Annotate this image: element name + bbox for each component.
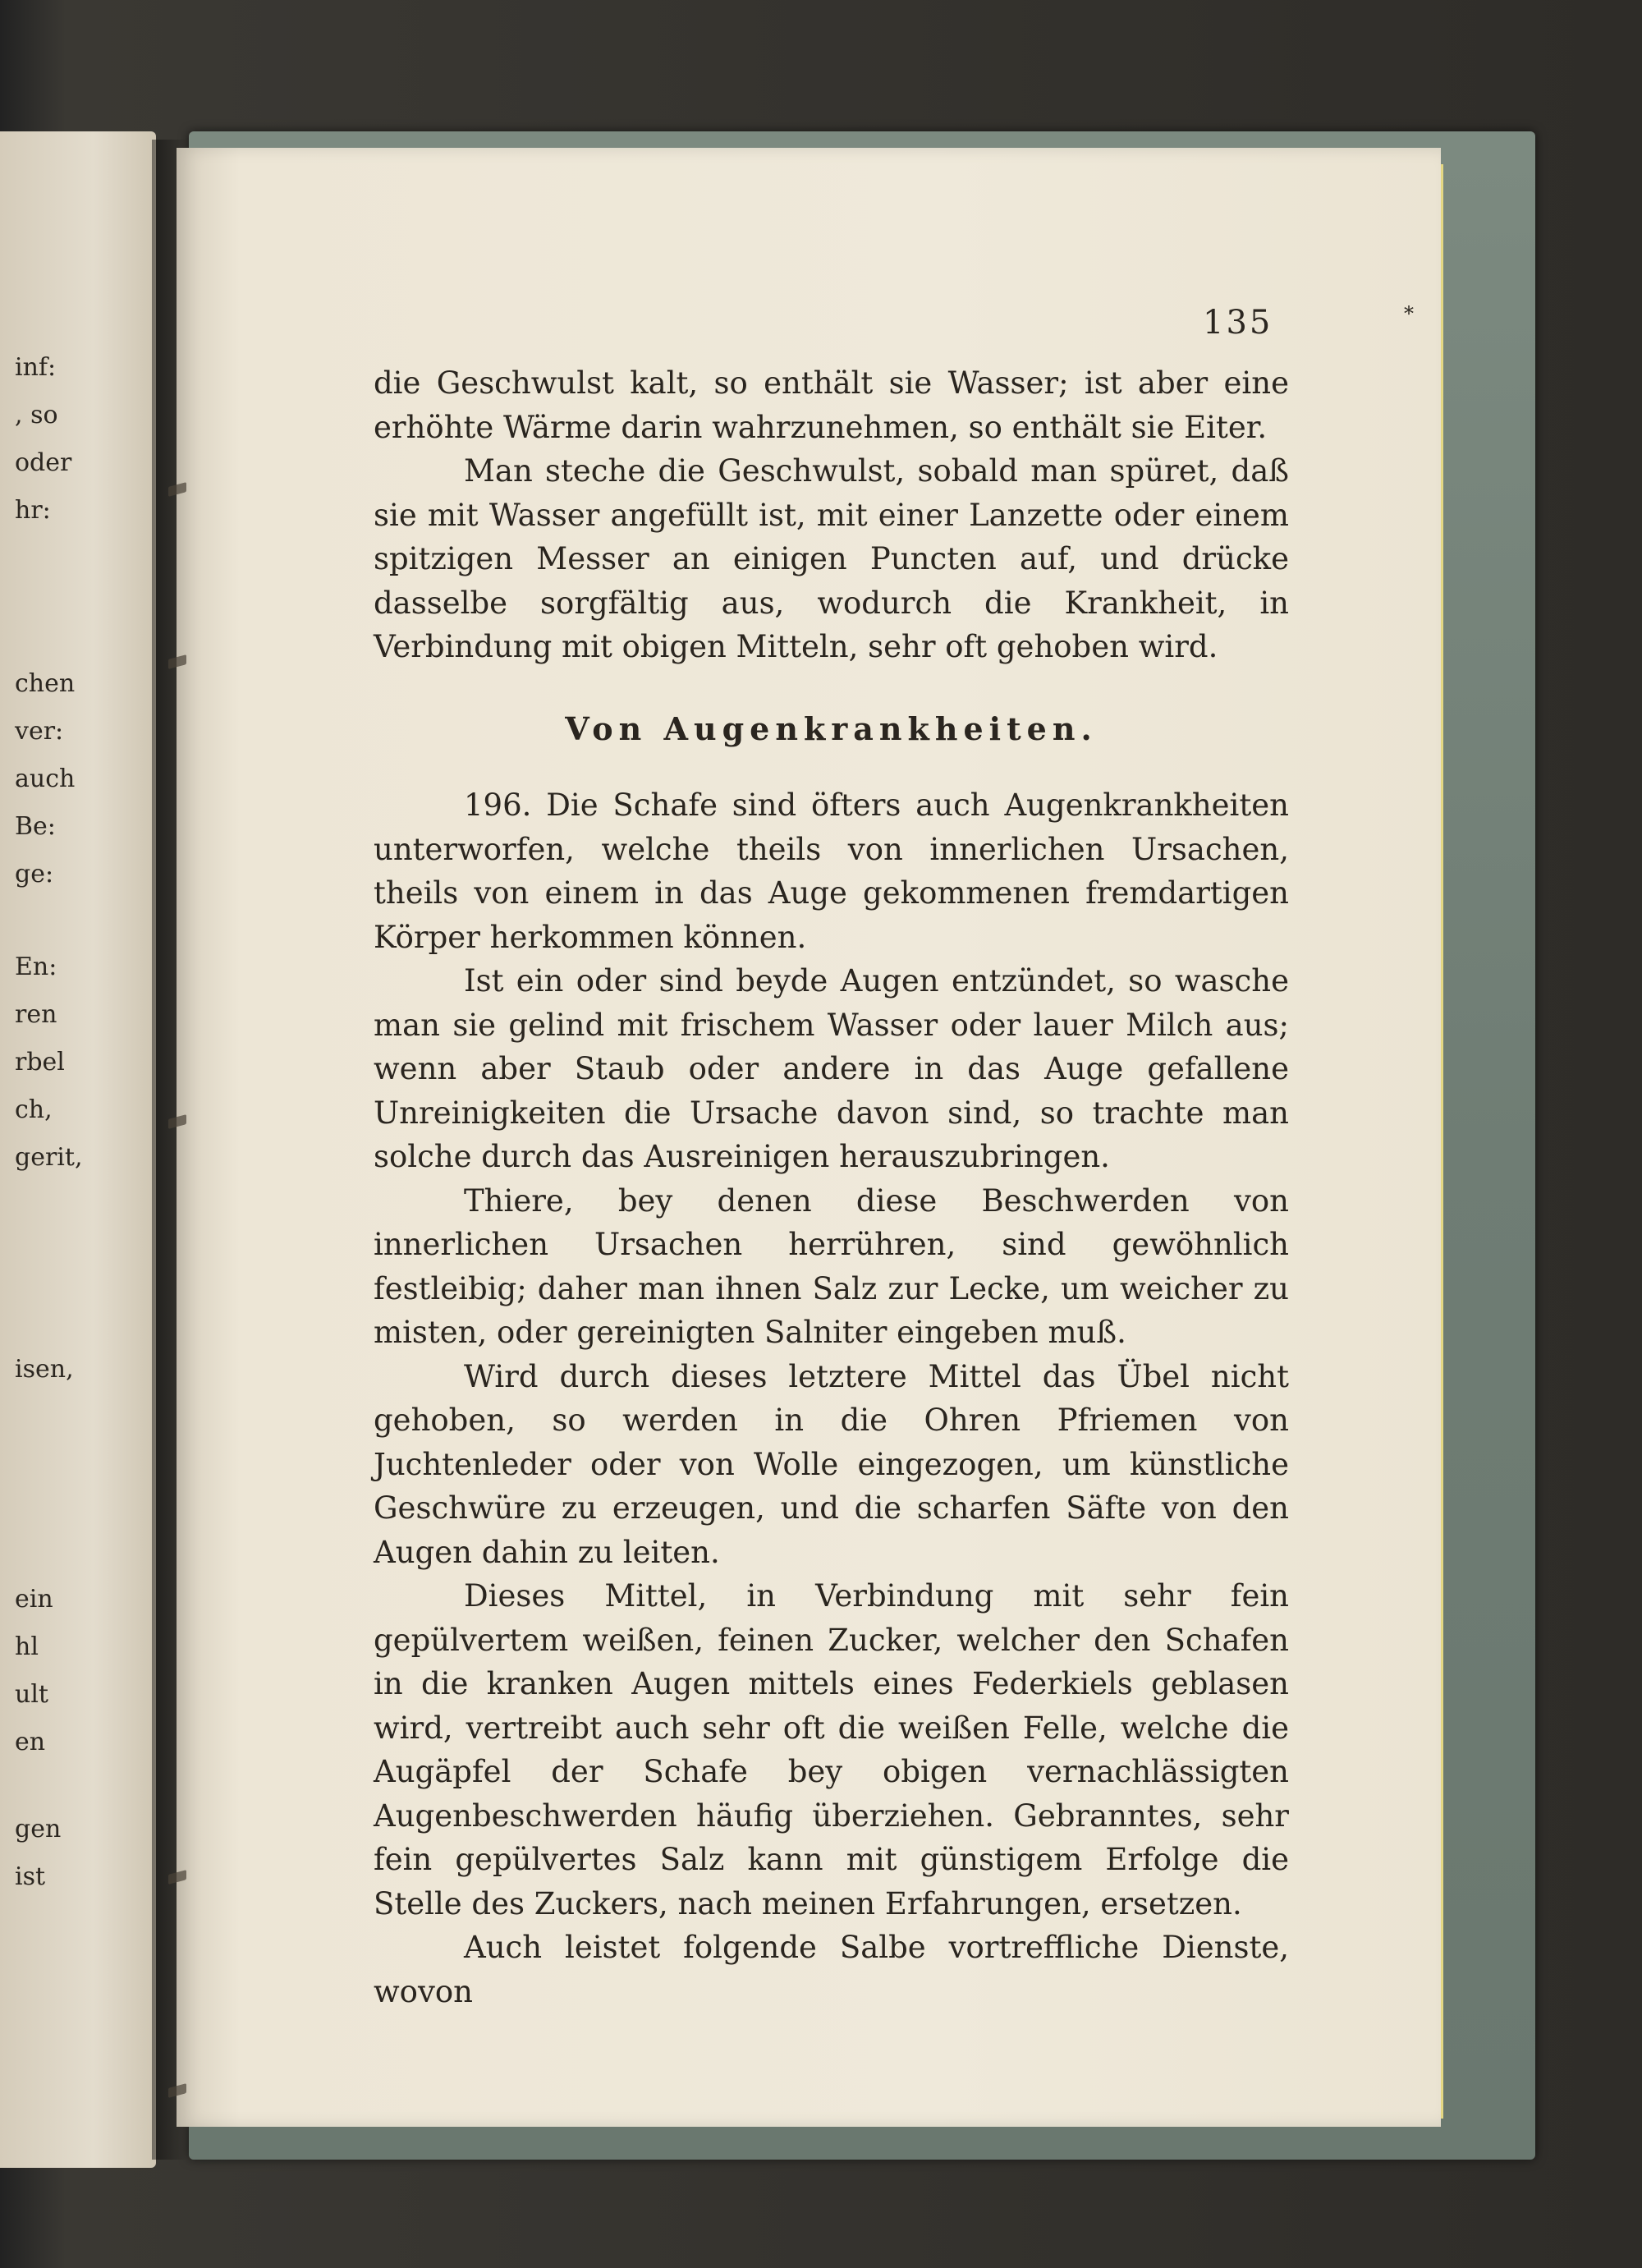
paragraph: Man steche die Geschwulst, sobald man spüret, daß sie mit Wasser angefüllt ist, mit einer Lanzette oder einem spitzigen Messer an einigen Puncten auf, und drücke dasselbe sorgfältig aus, wodurch die Krankheit, in Verbindung mit obigen Mitteln, sehr oft gehoben wird. [374, 453, 1289, 664]
left-page-fragment: gen [15, 1815, 62, 1843]
left-page-fragment: auch [15, 764, 76, 793]
left-page-fragment: isen, [15, 1355, 74, 1384]
left-page-fragment: chen [15, 669, 76, 698]
page-number: 135 [1203, 304, 1273, 342]
left-page-fragment: ren [15, 1000, 57, 1029]
left-page-fragment: ult [15, 1680, 48, 1709]
left-page-fragment: inf: [15, 353, 57, 382]
left-page-fragment: ist [15, 1862, 46, 1891]
paragraph: die Geschwulst kalt, so enthält sie Wasser; ist aber eine erhöhte Wärme darin wahrzunehmen, so enthält sie Eiter. [374, 365, 1289, 445]
left-page-fragment: ch, [15, 1095, 53, 1124]
left-page-fragment: , so [15, 401, 58, 429]
left-page-fragment: oder [15, 448, 72, 477]
paragraph: 196. Die Schafe sind öfters auch Augenkrankheiten unterworfen, welche theils von innerlichen Ursachen, theils von einem in das Auge gekommenen fremdartigen Körper herkommen können. [374, 787, 1289, 955]
left-page-fragment: ver: [15, 717, 64, 746]
left-page-fragment: ein [15, 1585, 53, 1614]
left-page-fragment: ge: [15, 860, 54, 888]
left-page-fragment: Be: [15, 812, 56, 841]
paragraph: Auch leistet folgende Salbe vortreffliche Dienste, wovon [374, 1930, 1289, 2009]
left-page-edge [0, 131, 156, 2168]
paragraph: Ist ein oder sind beyde Augen entzündet, so wasche man sie gelind mit frischem Wasser oder lauer Milch aus; wenn aber Staub oder andere in das Auge gefallene Unreinigkeiten die Ursache davon sind, so trachte man solche durch das Ausreinigen herauszubringen. [374, 963, 1289, 1174]
corner-mark: * [1404, 302, 1414, 325]
left-page-fragment: hr: [15, 496, 51, 525]
left-page-fragment: hl [15, 1632, 39, 1661]
left-page-fragment: en [15, 1728, 46, 1756]
page-body-text [374, 361, 1289, 2013]
left-page-fragment: En: [15, 953, 57, 981]
section-heading: Von Augenkrankheiten. [565, 709, 1098, 747]
left-page-fragment: rbel [15, 1048, 65, 1077]
paragraph: Thiere, bey denen diese Beschwerden von innerlichen Ursachen herrühren, sind gewöhnlich festleibig; daher man ihnen Salz zur Lecke, um weicher zu misten, oder gereinigten Salniter eingeben muß. [374, 1182, 1289, 1350]
left-page-fragment: gerit, [15, 1143, 83, 1172]
paragraph: Wird durch dieses letztere Mittel das Übel nicht gehoben, so werden in die Ohren Pfriemen von Juchtenleder oder von Wolle eingezogen, um künstliche Geschwüre zu erzeugen, und die scharfen Säfte von den Augen dahin zu leiten. [374, 1358, 1289, 1570]
paragraph: Dieses Mittel, in Verbindung mit sehr fein gepülvertem weißen, feinen Zucker, welcher den Schafen in die kranken Augen mittels eines Federkiels geblasen wird, vertreibt auch sehr oft die weißen Felle, welche die Augäpfel der Schafe bey obigen vernachlässigten Augenbeschwerden häufig überziehen. Gebranntes, sehr fein gepülvertes Salz kann mit günstigem Erfolge die Stelle des Zuckers, nach meinen Erfahrungen, ersetzen. [374, 1578, 1289, 1921]
